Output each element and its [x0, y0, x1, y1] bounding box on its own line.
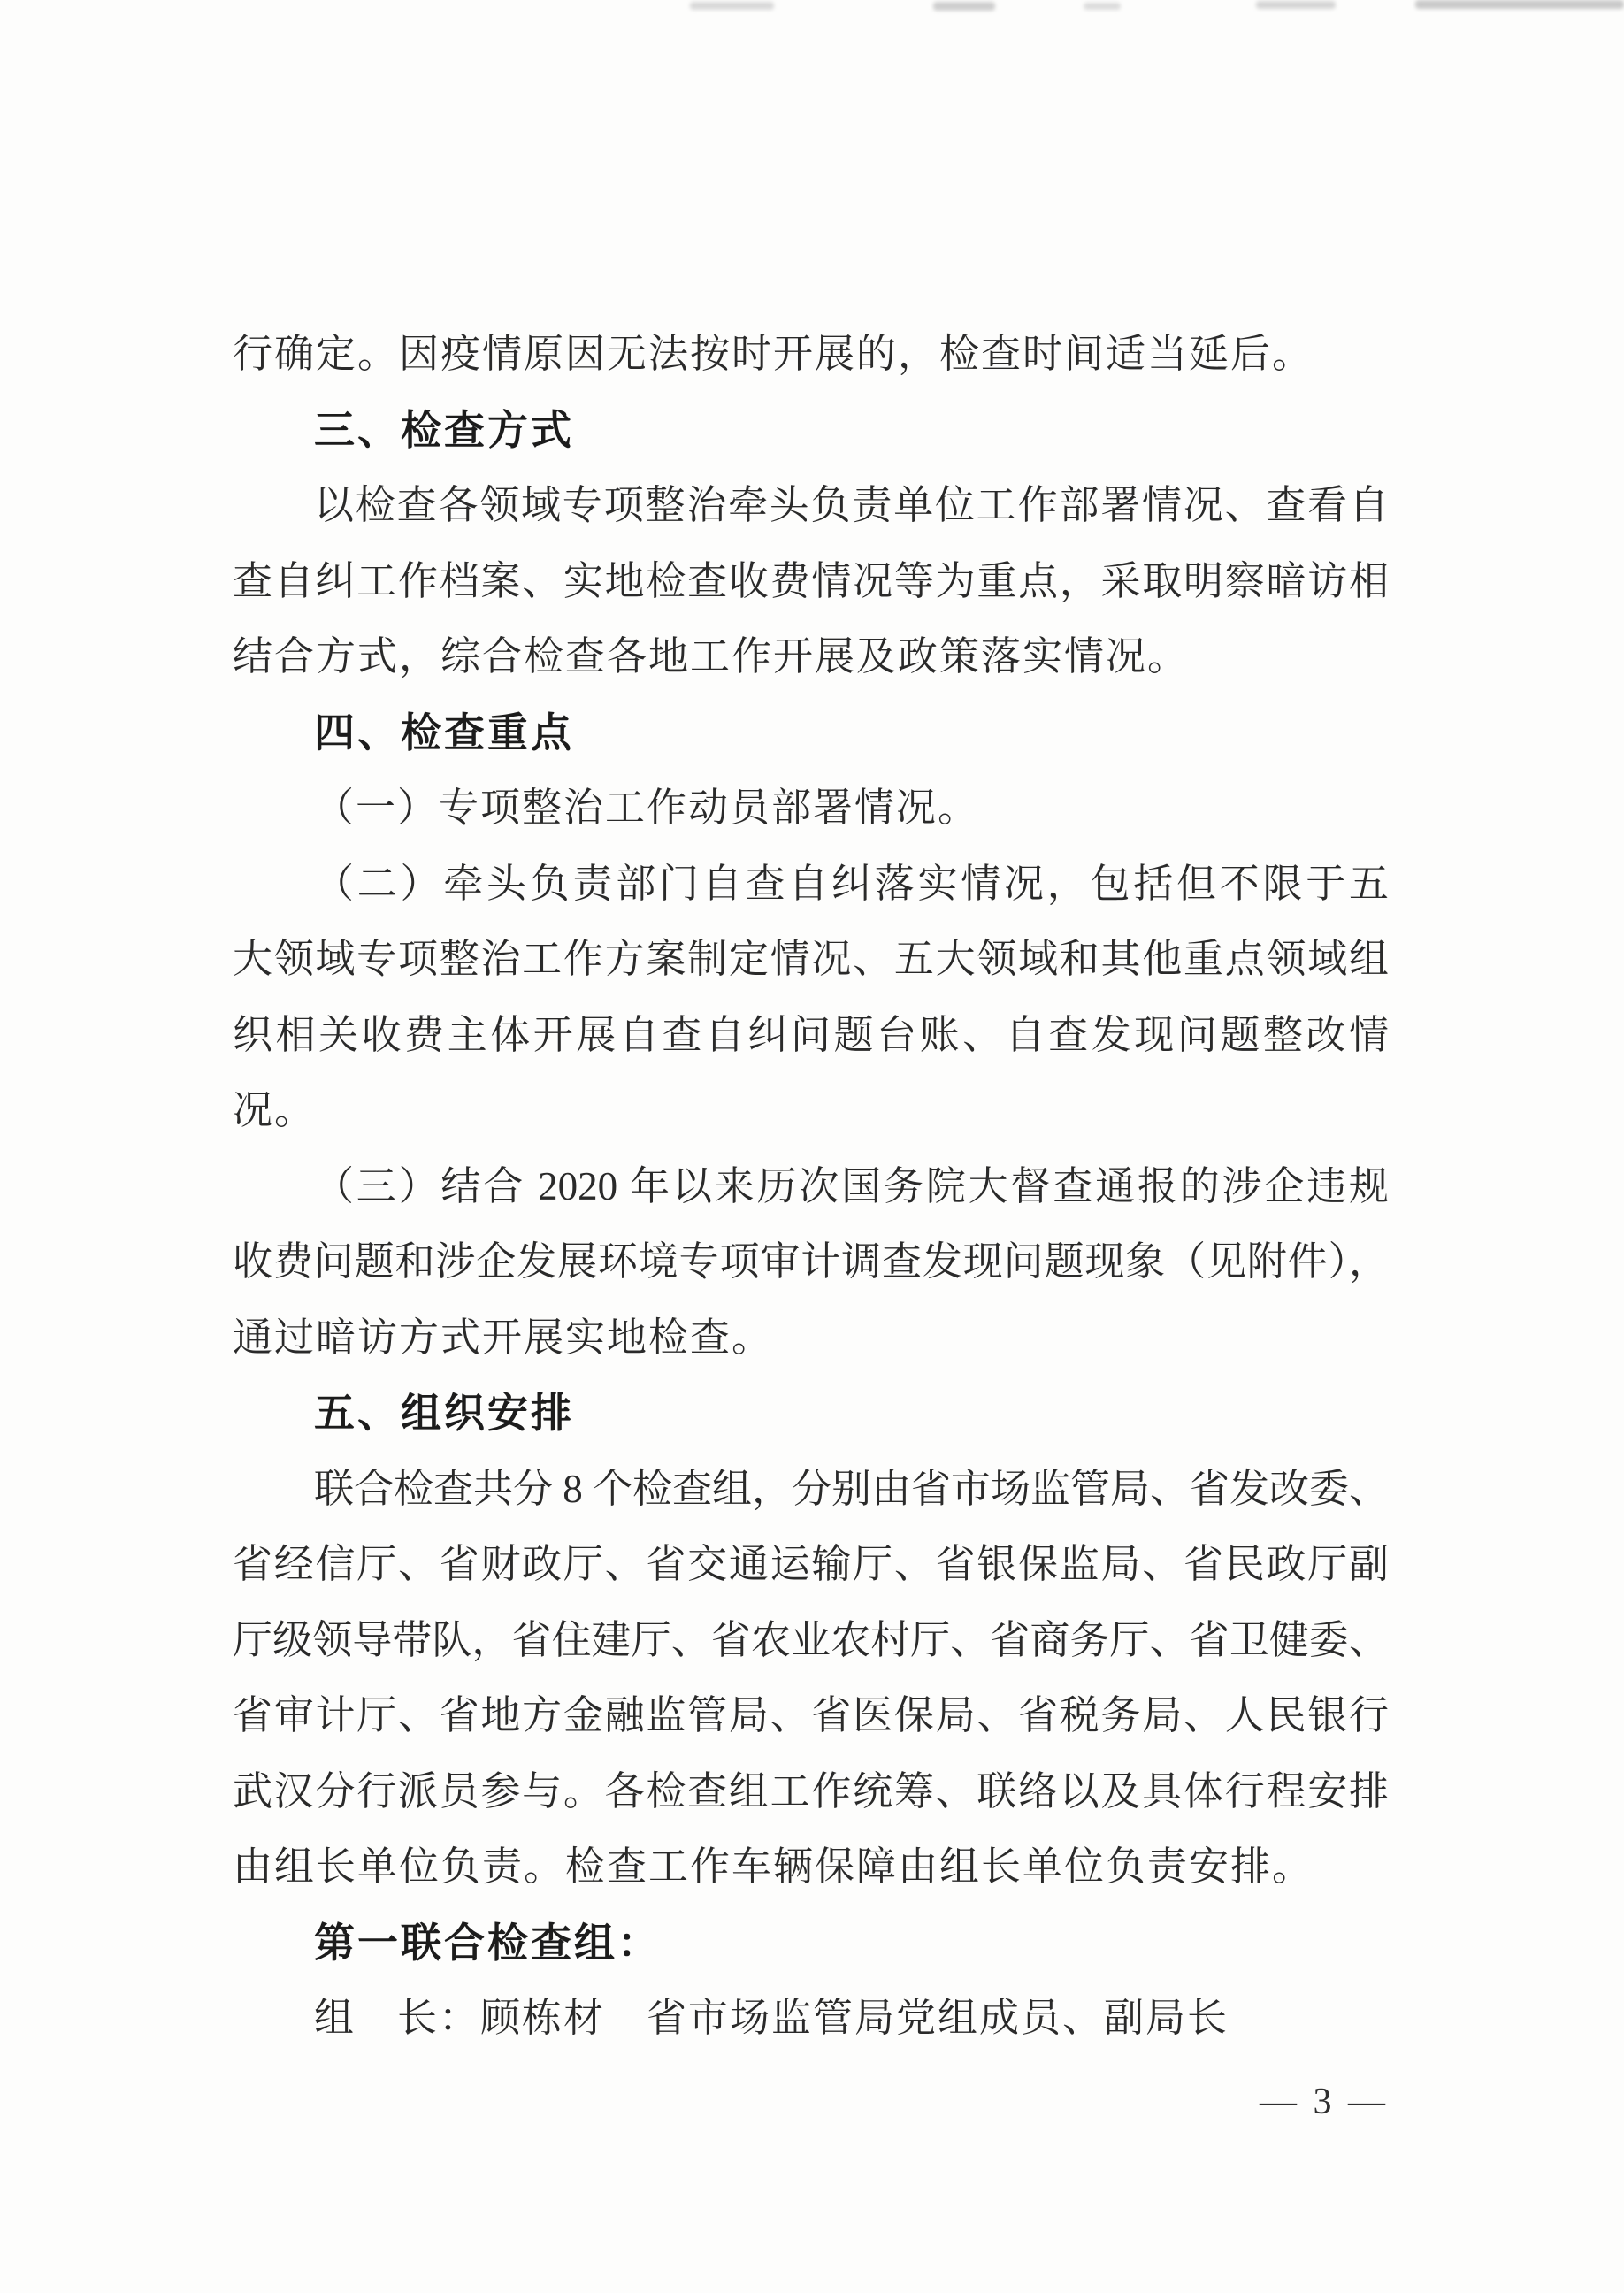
section-heading: 四、检查重点	[314, 709, 574, 755]
text-line: 结合方式，综合检查各地工作开展及政策落实情况。	[233, 634, 1190, 679]
scan-noise-mark	[933, 2, 995, 11]
text-line: 通过暗访方式开展实地检查。	[233, 1315, 774, 1360]
text-line: （一）专项整治工作动员部署情况。	[314, 786, 980, 830]
text-line: 以检查各领域专项整治牵头负责单位工作部署情况、查看自	[314, 483, 1389, 527]
text-line: 武汉分行派员参与。各检查组工作统筹、联络以及具体行程安排	[233, 1768, 1389, 1814]
section-heading: 三、检查方式	[314, 406, 574, 453]
document-body	[233, 317, 1389, 2057]
section-heading: 五、组织安排	[314, 1390, 574, 1436]
scan-noise-mark	[690, 2, 774, 10]
scan-noise-mark	[1084, 3, 1121, 10]
text-line: 查自纠工作档案、实地检查收费情况等为重点，采取明察暗访相	[233, 558, 1389, 603]
text-line: 组 长：顾栋材 省市场监管局党组成员、副局长	[314, 1996, 1229, 2040]
text-line: （三）结合 2020 年以来历次国务院大督查通报的涉企违规	[314, 1163, 1389, 1208]
text-line: （二）牵头负责部门自查自纠落实情况，包括但不限于五	[314, 861, 1389, 906]
page-number: — 3 —	[1260, 2082, 1389, 2122]
text-line: 联合检查共分 8 个检查组，分别由省市场监管局、省发改委、	[314, 1466, 1390, 1511]
text-line: 行确定。因疫情原因无法按时开展的，检查时间适当延后。	[233, 332, 1314, 376]
text-line: 省经信厅、省财政厅、省交通运输厅、省银保监局、省民政厅副	[233, 1542, 1389, 1586]
scan-noise-mark	[1256, 1, 1336, 9]
text-line: 省审计厅、省地方金融监管局、省医保局、省税务局、人民银行	[233, 1693, 1389, 1737]
text-line: 厅级领导带队，省住建厅、省农业农村厅、省商务厅、省卫健委、	[233, 1617, 1389, 1662]
section-heading: 第一联合检查组：	[314, 1919, 661, 1966]
text-line: 收费问题和涉企发展环境专项审计调查发现问题现象（见附件），	[233, 1239, 1389, 1284]
text-line: 大领域专项整治工作方案制定情况、五大领域和其他重点领域组	[233, 937, 1389, 981]
scan-noise-mark	[1415, 0, 1624, 9]
text-line: 织相关收费主体开展自查自纠问题台账、自查发现问题整改情	[233, 1012, 1389, 1057]
text-line: 由组长单位负责。检查工作车辆保障由组长单位负责安排。	[233, 1844, 1314, 1889]
text-line: 况。	[233, 1088, 317, 1132]
scan-artifacts	[0, 0, 1624, 18]
